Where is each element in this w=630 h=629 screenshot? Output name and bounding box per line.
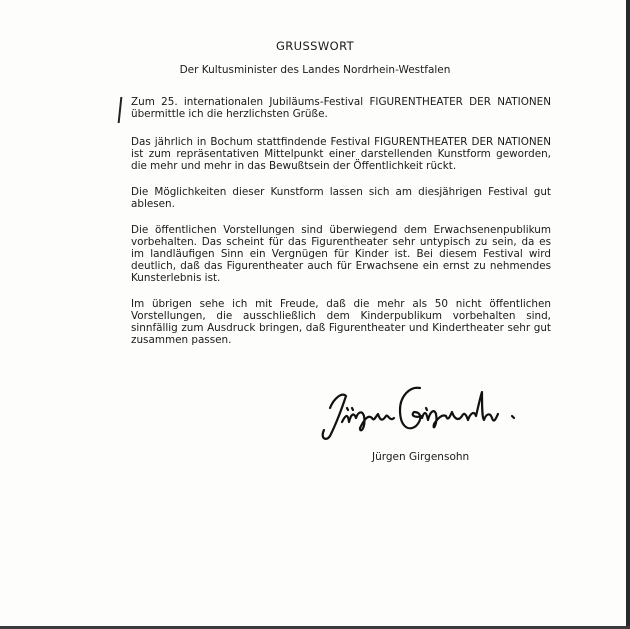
signer-name: Jürgen Girgensohn: [372, 451, 470, 463]
handwritten-signature: [316, 378, 546, 448]
paragraph-1: Zum 25. internationalen Jubiläums-Festival FIGURENTHEATER DER NATIONEN übermittle ich die herzlichsten Grüße.: [131, 96, 551, 120]
document-body: [131, 96, 551, 360]
paragraph-3: Die Möglichkeiten dieser Kunstform lassen sich am diesjährigen Festival gut ablesen.: [131, 186, 551, 210]
paragraph-4: Die öffentlichen Vorstellungen sind überwiegend dem Erwachsenenpublikum vorbehalten. Das scheint für das Figurentheater sehr untypisch zu sein, da es im landläufigen Sinn ein Vergnügen für Kinder ist. Bei diesem Festival wird deutlich, daß das Figurentheater auch für Erwachsene ein ernst zu nehmendes Kunsterlebnis ist.: [131, 224, 551, 284]
margin-mark: [118, 97, 123, 123]
paragraph-5: Im übrigen sehe ich mit Freude, daß die mehr als 50 nicht öffentlichen Vorstellungen, die ausschließlich dem Kinderpublikum vorbehalten sind, sinnfällig zum Ausdruck bringen, daß Figurentheater und Kindertheater sehr gut zusammen passen.: [131, 298, 551, 346]
document-subtitle: Der Kultusminister des Landes Nordrhein-Westfalen: [179, 64, 451, 76]
scan-edge-right: [626, 0, 630, 629]
document-title: GRUSSWORT: [275, 39, 355, 53]
paragraph-2: Das jährlich in Bochum stattfindende Festival FIGURENTHEATER DER NATIONEN ist zum repräsentativen Mittelpunkt einer darstellenden Kunstform geworden, die mehr und mehr in das Bewußtsein der Öffentlichkeit rückt.: [131, 136, 551, 172]
